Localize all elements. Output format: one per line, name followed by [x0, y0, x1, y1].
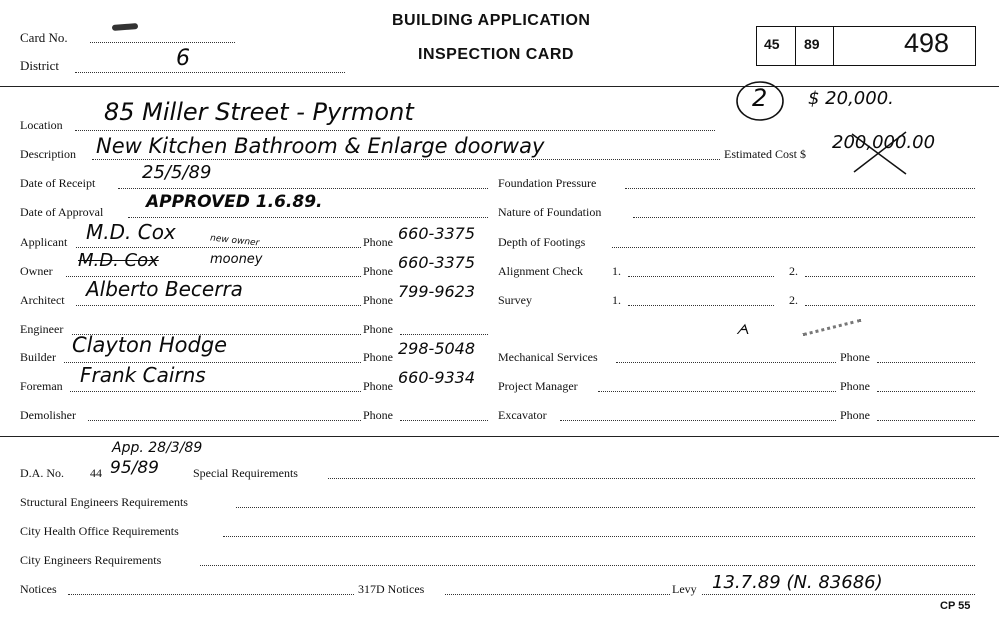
card-no-line: [90, 42, 235, 43]
estimated-cost-revised: $ 20,000.: [808, 88, 894, 109]
applicant-value: M.D. Cox: [86, 220, 176, 244]
special-line: [328, 478, 975, 479]
owner-value: M.D. Cox: [78, 250, 159, 271]
owner-phone: 660-3375: [398, 253, 476, 272]
form-code: CP 55: [940, 600, 971, 612]
engineer-phone-line: [400, 334, 488, 335]
notices-317d-label: 317D Notices: [358, 582, 425, 596]
engineer-phone-label: Phone: [363, 322, 393, 336]
date-receipt-line: [118, 188, 488, 189]
builder-phone-label: Phone: [363, 350, 393, 364]
box-card-number: 498: [904, 28, 950, 58]
stray-pencil-mark: ᗅ: [736, 322, 750, 338]
date-receipt-value: 25/5/89: [142, 162, 212, 183]
box-divider-1: [795, 27, 796, 65]
depth-footings-label: Depth of Footings: [498, 235, 586, 249]
foreman-line: [70, 391, 361, 392]
district-value: 6: [176, 46, 190, 71]
builder-phone: 298-5048: [398, 339, 476, 358]
box-year: 89: [804, 36, 820, 52]
demolisher-phone-line: [400, 420, 488, 421]
location-value: 85 Miller Street - Pyrmont: [104, 98, 414, 126]
applicant-phone: 660-3375: [398, 224, 476, 243]
district-label: District: [20, 58, 59, 73]
notices-label: Notices: [20, 582, 57, 596]
mechanical-label: Mechanical Services: [498, 350, 598, 364]
levy-label: Levy: [672, 582, 697, 596]
builder-label: Builder: [20, 350, 56, 364]
levy-value: 13.7.89 (N. 83686): [712, 572, 883, 593]
da-label: D.A. No.: [20, 466, 64, 480]
engineer-label: Engineer: [20, 322, 64, 336]
alignment-1-line: [628, 276, 774, 277]
applicant-line: [76, 247, 361, 248]
mechanical-phone-label: Phone: [840, 350, 870, 364]
health-label: City Health Office Requirements: [20, 524, 179, 538]
city-engineers-label: City Engineers Requirements: [20, 553, 162, 567]
health-line: [223, 536, 975, 537]
location-line: [75, 130, 715, 131]
architect-label: Architect: [20, 293, 65, 307]
architect-phone: 799-9623: [398, 282, 476, 301]
district-line: [75, 72, 345, 73]
foreman-value: Frank Cairns: [80, 363, 206, 387]
special-label: Special Requirements: [193, 466, 298, 480]
demolisher-phone-label: Phone: [363, 408, 393, 422]
estimated-cost-label: Estimated Cost $: [724, 147, 806, 161]
demolisher-line: [88, 420, 361, 421]
card-no-redaction-mark: [112, 23, 138, 31]
project-manager-phone-line: [877, 391, 975, 392]
demolisher-label: Demolisher: [20, 408, 76, 422]
foundation-pressure-label: Foundation Pressure: [498, 176, 597, 190]
cost-strike-mark: [850, 128, 910, 178]
title-line1: BUILDING APPLICATION: [392, 12, 591, 29]
mechanical-phone-line: [877, 362, 975, 363]
middle-divider: [0, 436, 999, 437]
project-manager-line: [598, 391, 836, 392]
owner-note: mooney: [210, 252, 263, 267]
location-label: Location: [20, 118, 63, 132]
architect-phone-label: Phone: [363, 293, 393, 307]
survey-1-line: [628, 305, 774, 306]
circled-number: 2: [752, 84, 768, 112]
excavator-line: [560, 420, 836, 421]
date-approval-label: Date of Approval: [20, 205, 104, 219]
excavator-phone-line: [877, 420, 975, 421]
architect-line: [76, 305, 361, 306]
top-divider: [0, 86, 999, 87]
survey-2-line: [805, 305, 975, 306]
description-label: Description: [20, 147, 76, 161]
levy-line: [702, 594, 975, 595]
applicant-note: new owner: [209, 233, 260, 249]
date-approval-line: [128, 217, 488, 218]
da-note: App. 28/3/89: [112, 440, 203, 456]
notices-line: [68, 594, 354, 595]
box-year-prefix: 45: [764, 36, 780, 52]
foundation-pressure-line: [625, 188, 975, 189]
title-line2: INSPECTION CARD: [418, 46, 574, 63]
owner-label: Owner: [20, 264, 53, 278]
card-no-label: Card No.: [20, 30, 68, 45]
project-manager-phone-label: Phone: [840, 379, 870, 393]
survey-2: 2.: [789, 293, 798, 307]
alignment-1: 1.: [612, 264, 621, 278]
project-manager-label: Project Manager: [498, 379, 578, 393]
city-engineers-line: [200, 565, 975, 566]
mechanical-line: [616, 362, 836, 363]
stray-scribble: [803, 319, 862, 336]
applicant-label: Applicant: [20, 235, 68, 249]
alignment-2: 2.: [789, 264, 798, 278]
alignment-2-line: [805, 276, 975, 277]
date-receipt-label: Date of Receipt: [20, 176, 96, 190]
nature-foundation-label: Nature of Foundation: [498, 205, 602, 219]
owner-phone-label: Phone: [363, 264, 393, 278]
depth-footings-line: [612, 247, 975, 248]
notices-317d-line: [445, 594, 670, 595]
survey-label: Survey: [498, 293, 532, 307]
estimated-cost-value: 200,000.00: [832, 132, 936, 153]
excavator-phone-label: Phone: [840, 408, 870, 422]
da-value: 95/89: [110, 458, 159, 478]
da-prefix: 44: [90, 466, 102, 480]
alignment-label: Alignment Check: [498, 264, 583, 278]
box-divider-2: [833, 27, 834, 65]
nature-foundation-line: [633, 217, 975, 218]
structural-label: Structural Engineers Requirements: [20, 495, 188, 509]
foreman-label: Foreman: [20, 379, 63, 393]
survey-1: 1.: [612, 293, 621, 307]
applicant-phone-label: Phone: [363, 235, 393, 249]
builder-value: Clayton Hodge: [72, 333, 228, 357]
description-line: [92, 159, 720, 160]
date-approval-value: APPROVED 1.6.89.: [146, 192, 323, 212]
foreman-phone: 660-9334: [398, 368, 476, 387]
excavator-label: Excavator: [498, 408, 547, 422]
description-value: New Kitchen Bathroom & Enlarge doorway: [96, 134, 545, 158]
structural-line: [236, 507, 975, 508]
foreman-phone-label: Phone: [363, 379, 393, 393]
architect-value: Alberto Becerra: [86, 277, 243, 301]
